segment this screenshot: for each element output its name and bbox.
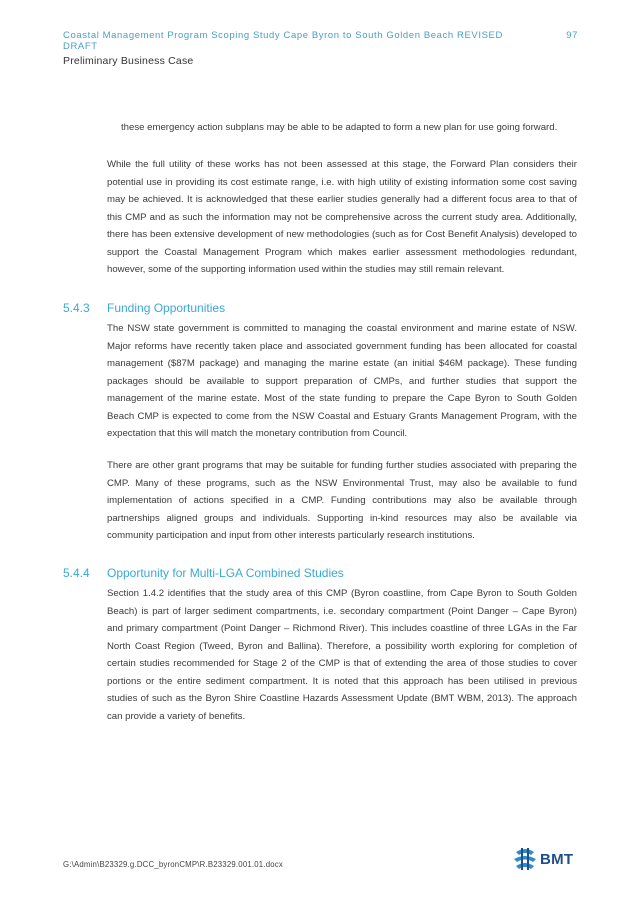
page-header [63, 30, 578, 67]
document-title: Coastal Management Program Scoping Study Cape Byron to South Golden Beach REVISED [63, 30, 503, 41]
document-subtitle: Preliminary Business Case [63, 55, 194, 67]
bmt-globe-icon [512, 844, 538, 874]
section-number: 5.4.4 [63, 566, 90, 580]
section-title: Opportunity for Multi-LGA Combined Studies [107, 566, 344, 580]
utility-paragraph: While the full utility of these works has not been assessed at this stage, the Forward Plan considers their potential use in providing its cost estimate range, i.e. with high utility of existing information some cost saving may be achieved. It is acknowledged that these earlier studies generally had a different focus area to that of this CMP and as such the information may not be comprehensive across the current study area. Additionally, there has been extensive development of new methodologies (such as for Cost Benefit Analysis) developed to support the Coastal Management Program which makes earlier assessment methodologies redundant, however, some of the supporting information used within the studies may still remain relevant. [107, 159, 577, 275]
header-line [63, 30, 578, 41]
funding-paragraph-2: There are other grant programs that may be suitable for funding further studies associated with preparing the CMP. Many of these programs, such as the NSW Environmental Trust, may also be available to fund implementation of actions specified in a CMP. Funding contributions may also be available through partnerships aligned groups and individuals. Supporting in-kind resources may also be available via community participation and input from other interests particularly research institutions. [107, 460, 577, 541]
bullet-continuation: these emergency action subplans may be able to be adapted to form a new plan for use going forward. [121, 122, 558, 133]
bmt-logo-text: BMT [540, 850, 574, 868]
multi-lga-paragraph: Section 1.4.2 identifies that the study area of this CMP (Byron coastline, from Cape Byron to South Golden Beach) is part of larger sediment compartments, i.e. secondary compartment (Point Danger – Cape Byron) and primary compartment (Point Danger – Richmond River). This includes coastline of three LGAs in the Far North Coast Region (Tweed, Byron and Ballina). Therefore, a possibility worth exploring for completion of certain studies recommended for Stage 2 of the CMP is that of extending the area of those studies to cover portions or the entire sediment compartment. It is noted that this approach has been utilised in previous studies of such as the Byron Shire Coastline Hazards Assessment Update (BMT WBM, 2013). The approach can provide a variety of benefits. [107, 588, 577, 722]
page-number: 97 [566, 30, 578, 41]
section-number: 5.4.3 [63, 301, 90, 315]
footer-file-path: G:\Admin\B23329.g.DCC_byronCMP\R.B23329.001.01.docx [63, 860, 283, 869]
bmt-logo [512, 842, 576, 876]
funding-paragraph-1: The NSW state government is committed to managing the coastal environment and marine estate of NSW. Major reforms have recently taken place and associated government funding has been allocated for coastal management ($87M package) and managing the marine estate (an initial $46M package). These funding packages should be available to support preparation of CMPs, and further studies that support the management of the marine estate. Most of the state funding to prepare the Cape Byron to South Golden Beach CMP is expected to come from the NSW Coastal and Estuary Grants Management Program, with the expectation that this will match the monetary contribution from Council. [107, 323, 577, 439]
section-heading-funding [63, 301, 225, 315]
document-title-cont: DRAFT [63, 41, 98, 52]
section-heading-multi-lga [63, 566, 344, 580]
section-title: Funding Opportunities [107, 301, 226, 315]
